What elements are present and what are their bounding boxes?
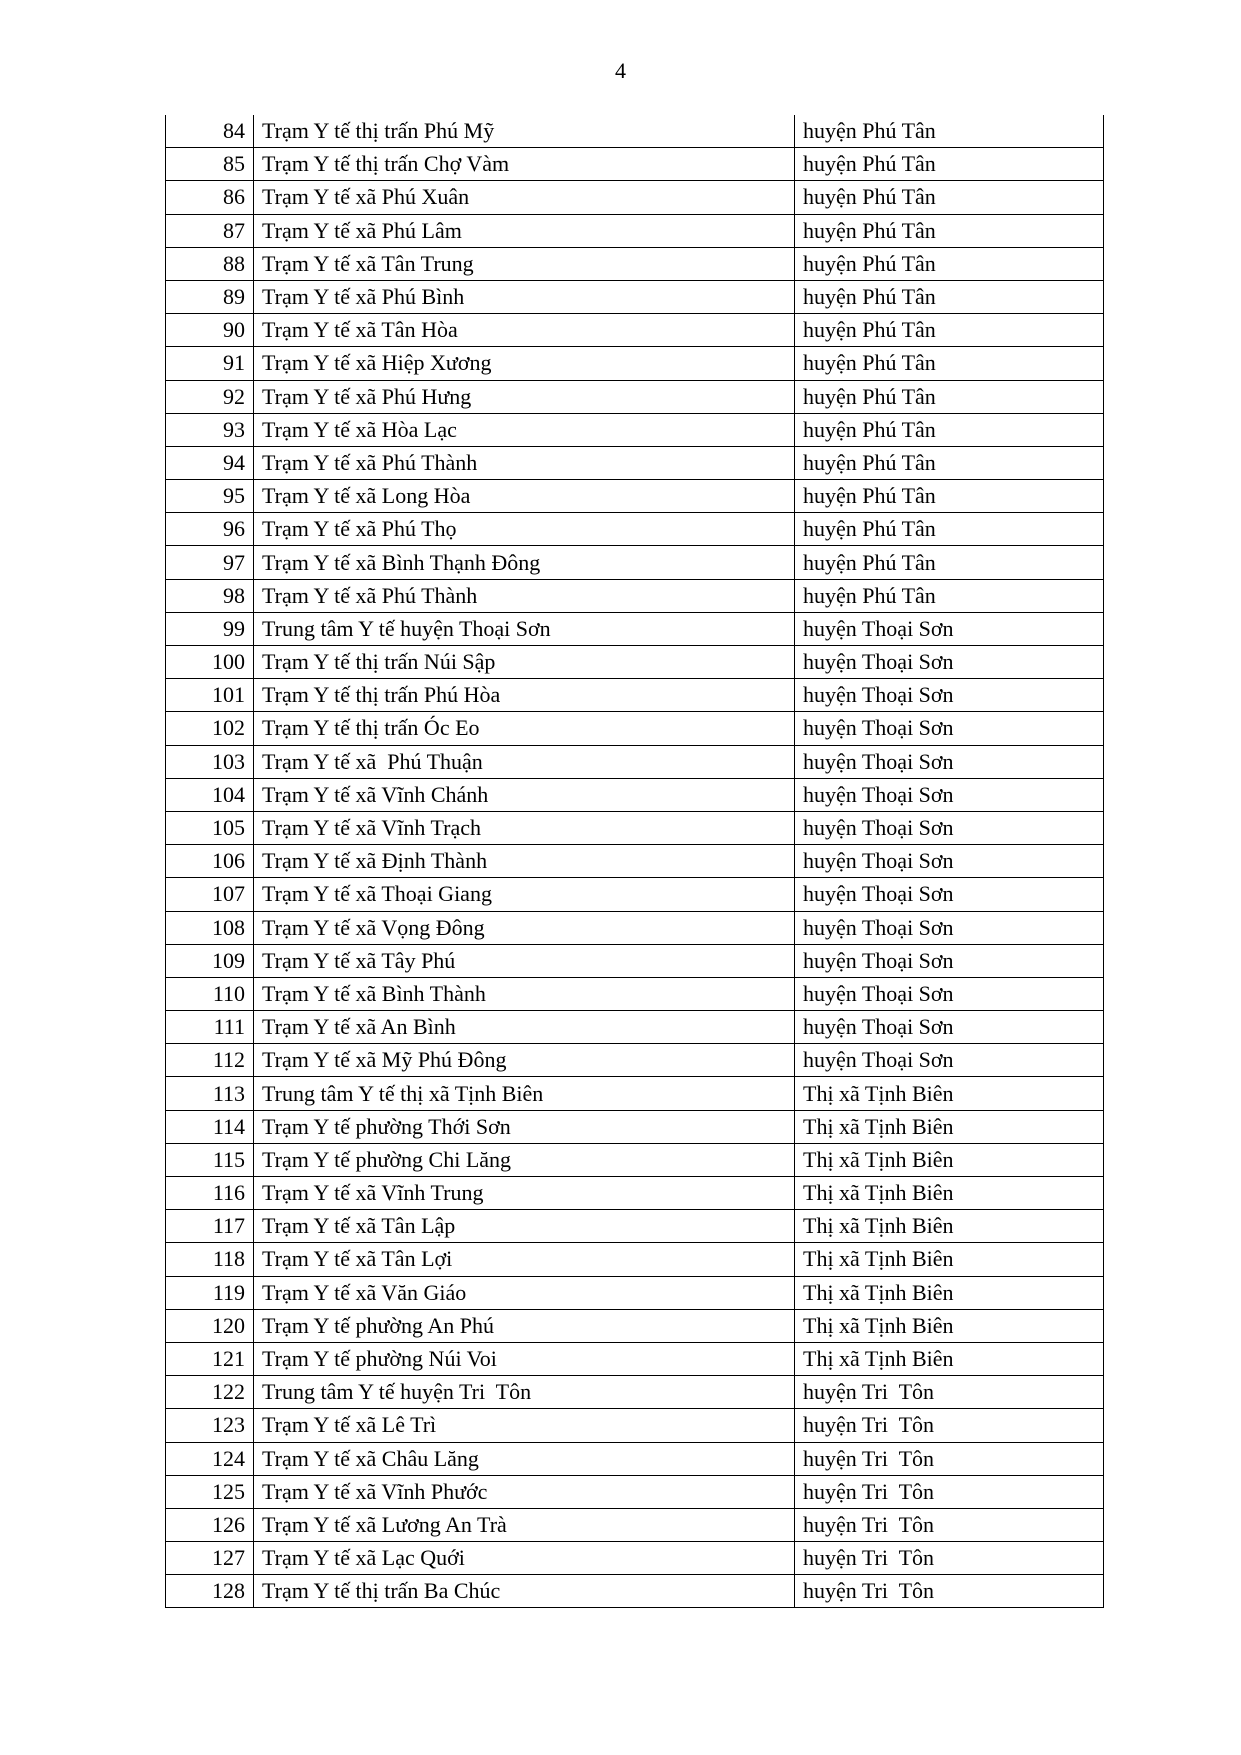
facility-name: Trạm Y tế xã Hiệp Xương bbox=[254, 347, 795, 380]
district-name: huyện Phú Tân bbox=[795, 546, 1104, 579]
table-row bbox=[166, 811, 1104, 844]
row-number: 119 bbox=[166, 1276, 254, 1309]
facility-name: Trạm Y tế thị trấn Phú Mỹ bbox=[254, 115, 795, 148]
row-number: 84 bbox=[166, 115, 254, 148]
facility-name: Trạm Y tế xã Tân Trung bbox=[254, 247, 795, 280]
district-name: Thị xã Tịnh Biên bbox=[795, 1276, 1104, 1309]
table-row bbox=[166, 1475, 1104, 1508]
row-number: 99 bbox=[166, 612, 254, 645]
table-row bbox=[166, 1409, 1104, 1442]
table-row bbox=[166, 712, 1104, 745]
row-number: 116 bbox=[166, 1177, 254, 1210]
table-row bbox=[166, 480, 1104, 513]
district-name: huyện Thoại Sơn bbox=[795, 612, 1104, 645]
facility-name: Trung tâm Y tế thị xã Tịnh Biên bbox=[254, 1077, 795, 1110]
row-number: 98 bbox=[166, 579, 254, 612]
table-row bbox=[166, 911, 1104, 944]
district-name: huyện Thoại Sơn bbox=[795, 1011, 1104, 1044]
row-number: 120 bbox=[166, 1309, 254, 1342]
table-row bbox=[166, 612, 1104, 645]
facility-name: Trạm Y tế xã Bình Thành bbox=[254, 977, 795, 1010]
row-number: 122 bbox=[166, 1376, 254, 1409]
district-name: huyện Phú Tân bbox=[795, 247, 1104, 280]
table-row bbox=[166, 977, 1104, 1010]
facility-name: Trạm Y tế thị trấn Phú Hòa bbox=[254, 679, 795, 712]
table-row bbox=[166, 1575, 1104, 1608]
facility-name: Trạm Y tế xã Phú Bình bbox=[254, 280, 795, 313]
district-name: huyện Phú Tân bbox=[795, 181, 1104, 214]
table-row bbox=[166, 513, 1104, 546]
row-number: 107 bbox=[166, 878, 254, 911]
row-number: 101 bbox=[166, 679, 254, 712]
district-name: huyện Tri Tôn bbox=[795, 1542, 1104, 1575]
facility-name: Trạm Y tế phường Núi Voi bbox=[254, 1342, 795, 1375]
district-name: Thị xã Tịnh Biên bbox=[795, 1177, 1104, 1210]
facility-name: Trạm Y tế xã Long Hòa bbox=[254, 480, 795, 513]
district-name: huyện Tri Tôn bbox=[795, 1508, 1104, 1541]
facility-name: Trạm Y tế phường Thới Sơn bbox=[254, 1110, 795, 1143]
row-number: 89 bbox=[166, 280, 254, 313]
facility-name: Trạm Y tế xã Thoại Giang bbox=[254, 878, 795, 911]
row-number: 92 bbox=[166, 380, 254, 413]
facility-name: Trạm Y tế xã Vĩnh Phước bbox=[254, 1475, 795, 1508]
row-number: 103 bbox=[166, 745, 254, 778]
table-body bbox=[166, 115, 1104, 1608]
district-name: huyện Phú Tân bbox=[795, 446, 1104, 479]
row-number: 125 bbox=[166, 1475, 254, 1508]
district-name: huyện Phú Tân bbox=[795, 214, 1104, 247]
district-name: huyện Phú Tân bbox=[795, 280, 1104, 313]
row-number: 123 bbox=[166, 1409, 254, 1442]
facility-name: Trạm Y tế xã Châu Lăng bbox=[254, 1442, 795, 1475]
row-number: 100 bbox=[166, 646, 254, 679]
district-name: huyện Phú Tân bbox=[795, 380, 1104, 413]
district-name: huyện Thoại Sơn bbox=[795, 745, 1104, 778]
table-row bbox=[166, 1442, 1104, 1475]
district-name: huyện Phú Tân bbox=[795, 314, 1104, 347]
district-name: Thị xã Tịnh Biên bbox=[795, 1143, 1104, 1176]
facility-name: Trạm Y tế xã Vĩnh Trạch bbox=[254, 811, 795, 844]
row-number: 108 bbox=[166, 911, 254, 944]
table-row bbox=[166, 1077, 1104, 1110]
row-number: 115 bbox=[166, 1143, 254, 1176]
table-row bbox=[166, 1210, 1104, 1243]
facility-name: Trạm Y tế xã Lê Trì bbox=[254, 1409, 795, 1442]
facility-name: Trạm Y tế xã Tân Lợi bbox=[254, 1243, 795, 1276]
row-number: 113 bbox=[166, 1077, 254, 1110]
table-row bbox=[166, 247, 1104, 280]
district-name: huyện Thoại Sơn bbox=[795, 778, 1104, 811]
facility-name: Trạm Y tế xã Văn Giáo bbox=[254, 1276, 795, 1309]
row-number: 97 bbox=[166, 546, 254, 579]
table-row bbox=[166, 115, 1104, 148]
facility-name: Trạm Y tế xã Phú Hưng bbox=[254, 380, 795, 413]
district-name: huyện Phú Tân bbox=[795, 579, 1104, 612]
table-row bbox=[166, 280, 1104, 313]
row-number: 96 bbox=[166, 513, 254, 546]
facility-name: Trạm Y tế xã Tân Lập bbox=[254, 1210, 795, 1243]
table-row bbox=[166, 1342, 1104, 1375]
district-name: huyện Phú Tân bbox=[795, 513, 1104, 546]
facility-name: Trạm Y tế xã Lạc Quới bbox=[254, 1542, 795, 1575]
table-row bbox=[166, 1542, 1104, 1575]
district-name: huyện Thoại Sơn bbox=[795, 712, 1104, 745]
row-number: 90 bbox=[166, 314, 254, 347]
row-number: 88 bbox=[166, 247, 254, 280]
row-number: 95 bbox=[166, 480, 254, 513]
facility-name: Trạm Y tế xã Vọng Đông bbox=[254, 911, 795, 944]
facility-name: Trung tâm Y tế huyện Tri Tôn bbox=[254, 1376, 795, 1409]
facility-name: Trạm Y tế xã Vĩnh Trung bbox=[254, 1177, 795, 1210]
row-number: 93 bbox=[166, 413, 254, 446]
district-name: Thị xã Tịnh Biên bbox=[795, 1077, 1104, 1110]
table-row bbox=[166, 679, 1104, 712]
district-name: Thị xã Tịnh Biên bbox=[795, 1342, 1104, 1375]
district-name: huyện Thoại Sơn bbox=[795, 646, 1104, 679]
facility-name: Trạm Y tế xã Vĩnh Chánh bbox=[254, 778, 795, 811]
table-row bbox=[166, 1110, 1104, 1143]
table-row bbox=[166, 148, 1104, 181]
district-name: huyện Thoại Sơn bbox=[795, 977, 1104, 1010]
table-row bbox=[166, 413, 1104, 446]
table-row bbox=[166, 1143, 1104, 1176]
district-name: Thị xã Tịnh Biên bbox=[795, 1309, 1104, 1342]
table-row bbox=[166, 845, 1104, 878]
facility-name: Trạm Y tế xã Phú Thuận bbox=[254, 745, 795, 778]
facility-name: Trạm Y tế thị trấn Óc Eo bbox=[254, 712, 795, 745]
table-row bbox=[166, 1276, 1104, 1309]
table-row bbox=[166, 1177, 1104, 1210]
district-name: huyện Thoại Sơn bbox=[795, 845, 1104, 878]
row-number: 87 bbox=[166, 214, 254, 247]
table-row bbox=[166, 1044, 1104, 1077]
row-number: 91 bbox=[166, 347, 254, 380]
facility-name: Trạm Y tế thị trấn Ba Chúc bbox=[254, 1575, 795, 1608]
facility-name: Trạm Y tế xã Phú Thọ bbox=[254, 513, 795, 546]
table-row bbox=[166, 646, 1104, 679]
table-row bbox=[166, 446, 1104, 479]
table-row bbox=[166, 878, 1104, 911]
district-name: huyện Thoại Sơn bbox=[795, 1044, 1104, 1077]
table-row bbox=[166, 944, 1104, 977]
facility-name: Trạm Y tế xã Phú Thành bbox=[254, 579, 795, 612]
table-row bbox=[166, 778, 1104, 811]
district-name: huyện Thoại Sơn bbox=[795, 811, 1104, 844]
table-row bbox=[166, 1243, 1104, 1276]
row-number: 127 bbox=[166, 1542, 254, 1575]
row-number: 86 bbox=[166, 181, 254, 214]
facility-name: Trạm Y tế thị trấn Núi Sập bbox=[254, 646, 795, 679]
district-name: huyện Tri Tôn bbox=[795, 1442, 1104, 1475]
facility-name: Trạm Y tế xã Phú Xuân bbox=[254, 181, 795, 214]
row-number: 124 bbox=[166, 1442, 254, 1475]
district-name: huyện Thoại Sơn bbox=[795, 679, 1104, 712]
row-number: 111 bbox=[166, 1011, 254, 1044]
row-number: 106 bbox=[166, 845, 254, 878]
row-number: 121 bbox=[166, 1342, 254, 1375]
district-name: huyện Tri Tôn bbox=[795, 1376, 1104, 1409]
table-row bbox=[166, 380, 1104, 413]
district-name: huyện Tri Tôn bbox=[795, 1475, 1104, 1508]
table-row bbox=[166, 745, 1104, 778]
district-name: huyện Phú Tân bbox=[795, 347, 1104, 380]
row-number: 109 bbox=[166, 944, 254, 977]
facility-name: Trạm Y tế phường An Phú bbox=[254, 1309, 795, 1342]
row-number: 114 bbox=[166, 1110, 254, 1143]
district-name: Thị xã Tịnh Biên bbox=[795, 1210, 1104, 1243]
facility-name: Trạm Y tế thị trấn Chợ Vàm bbox=[254, 148, 795, 181]
table-row bbox=[166, 579, 1104, 612]
row-number: 126 bbox=[166, 1508, 254, 1541]
facility-table bbox=[165, 115, 1104, 1608]
table-row bbox=[166, 347, 1104, 380]
district-name: huyện Tri Tôn bbox=[795, 1409, 1104, 1442]
facility-name: Trạm Y tế xã An Bình bbox=[254, 1011, 795, 1044]
table-row bbox=[166, 1376, 1104, 1409]
facility-name: Trạm Y tế xã Tây Phú bbox=[254, 944, 795, 977]
facility-name: Trạm Y tế xã Phú Thành bbox=[254, 446, 795, 479]
row-number: 128 bbox=[166, 1575, 254, 1608]
district-name: Thị xã Tịnh Biên bbox=[795, 1110, 1104, 1143]
facility-name: Trạm Y tế xã Hòa Lạc bbox=[254, 413, 795, 446]
district-name: huyện Thoại Sơn bbox=[795, 878, 1104, 911]
facility-name: Trạm Y tế xã Tân Hòa bbox=[254, 314, 795, 347]
row-number: 110 bbox=[166, 977, 254, 1010]
table-row bbox=[166, 181, 1104, 214]
facility-name: Trạm Y tế xã Mỹ Phú Đông bbox=[254, 1044, 795, 1077]
row-number: 85 bbox=[166, 148, 254, 181]
table-row bbox=[166, 214, 1104, 247]
page-number: 4 bbox=[615, 58, 626, 83]
facility-name: Trung tâm Y tế huyện Thoại Sơn bbox=[254, 612, 795, 645]
table-row bbox=[166, 1011, 1104, 1044]
row-number: 104 bbox=[166, 778, 254, 811]
district-name: huyện Phú Tân bbox=[795, 413, 1104, 446]
district-name: huyện Tri Tôn bbox=[795, 1575, 1104, 1608]
facility-name: Trạm Y tế xã Phú Lâm bbox=[254, 214, 795, 247]
table-row bbox=[166, 1508, 1104, 1541]
district-name: huyện Thoại Sơn bbox=[795, 911, 1104, 944]
facility-name: Trạm Y tế phường Chi Lăng bbox=[254, 1143, 795, 1176]
row-number: 102 bbox=[166, 712, 254, 745]
table-row bbox=[166, 314, 1104, 347]
district-name: huyện Phú Tân bbox=[795, 115, 1104, 148]
facility-name: Trạm Y tế xã Định Thành bbox=[254, 845, 795, 878]
table-row bbox=[166, 546, 1104, 579]
district-name: huyện Phú Tân bbox=[795, 148, 1104, 181]
row-number: 118 bbox=[166, 1243, 254, 1276]
district-name: Thị xã Tịnh Biên bbox=[795, 1243, 1104, 1276]
district-name: huyện Thoại Sơn bbox=[795, 944, 1104, 977]
row-number: 105 bbox=[166, 811, 254, 844]
table-row bbox=[166, 1309, 1104, 1342]
row-number: 112 bbox=[166, 1044, 254, 1077]
district-name: huyện Phú Tân bbox=[795, 480, 1104, 513]
row-number: 117 bbox=[166, 1210, 254, 1243]
row-number: 94 bbox=[166, 446, 254, 479]
facility-name: Trạm Y tế xã Lương An Trà bbox=[254, 1508, 795, 1541]
facility-name: Trạm Y tế xã Bình Thạnh Đông bbox=[254, 546, 795, 579]
